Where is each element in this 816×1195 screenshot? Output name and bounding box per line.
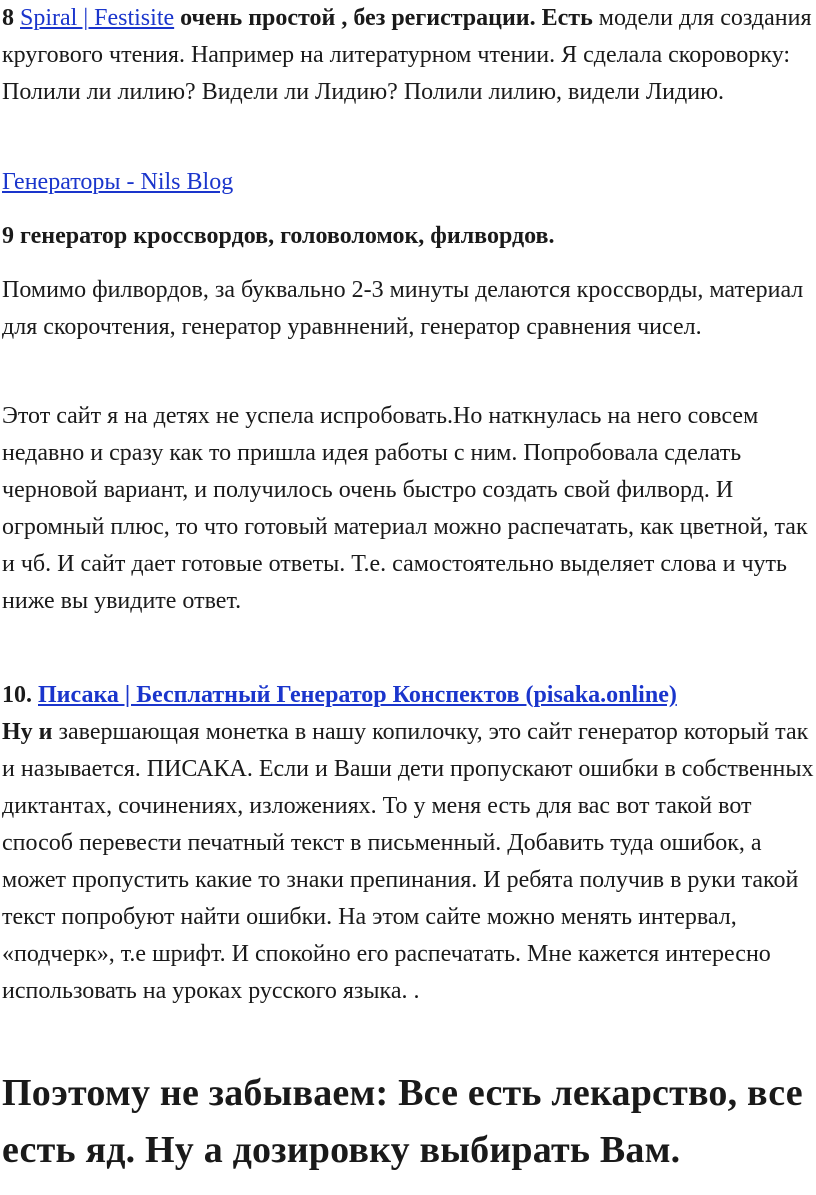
- closing-heading: Поэтому не забываем: Все есть лекарство, все есть яд. Ну а дозировку выбирать Вам.: [2, 1072, 803, 1171]
- section-9-heading-text: 9 генератор кроссвордов, головоломок, филвордов.: [2, 223, 555, 249]
- section-8-body-text: модели для создания кругового чтения. Например на литературном чтении. Я сделала скороворку: Полили ли лилию? Видели ли Лидию? Полили лилию, видели Лидию.: [2, 5, 812, 105]
- section-8-paragraph: [2, 0, 814, 111]
- spiral-festisite-link[interactable]: Spiral | Festisite: [20, 5, 175, 31]
- section-10-body-text: завершающая монетка в нашу копилочку, это сайт генератор который так и называется. ПИСАКА. Если и Ваши дети пропускают ошибки в собственных диктантах, сочинениях, изложениях. То у меня есть для вас вот такой вот способ перевести печатный текст в письменный. Добавить туда ошибок, а может пропустить какие то знаки препинания. И ребята получив в руки такой текст попробуют найти ошибки. На этом сайте можно менять интервал, «подчерк», т.е шрифт. И спокойно его распечатать. Мне кажется интересно использовать на уроках русского языка. .: [2, 719, 814, 1004]
- section-10-paragraph: [2, 677, 814, 1010]
- generators-link-paragraph: [2, 164, 814, 201]
- section-8-bold-text: очень простой , без регистрации. Есть: [174, 5, 593, 31]
- section-10-bold-text: Ну и: [2, 719, 53, 745]
- section-8-number: 8: [2, 5, 20, 31]
- section-9-paragraph-2: Этот сайт я на детях не успела испробовать.Но наткнулась на него совсем недавно и сразу как то пришла идея работы с ним. Попробовала сделать черновой вариант, и получилось очень быстро создать свой филворд. И огромный плюс, то что готовый материал можно распечатать, как цветной, так и чб. И сайт дает готовые ответы. Т.е. самостоятельно выделяет слова и чуть ниже вы увидите ответ.: [2, 403, 808, 614]
- generators-nils-blog-link[interactable]: Генераторы - Nils Blog: [2, 169, 234, 195]
- section-10-number: 10.: [2, 682, 38, 708]
- pisaka-link[interactable]: Писака | Бесплатный Генератор Конспектов (pisaka.online): [38, 682, 677, 708]
- section-9-paragraph-1: Помимо филвордов, за буквально 2-3 минуты делаются кроссворды, материал для скорочтения, генератор уравннений, генератор сравнения чисел.: [2, 277, 804, 340]
- section-9-heading: [2, 218, 814, 255]
